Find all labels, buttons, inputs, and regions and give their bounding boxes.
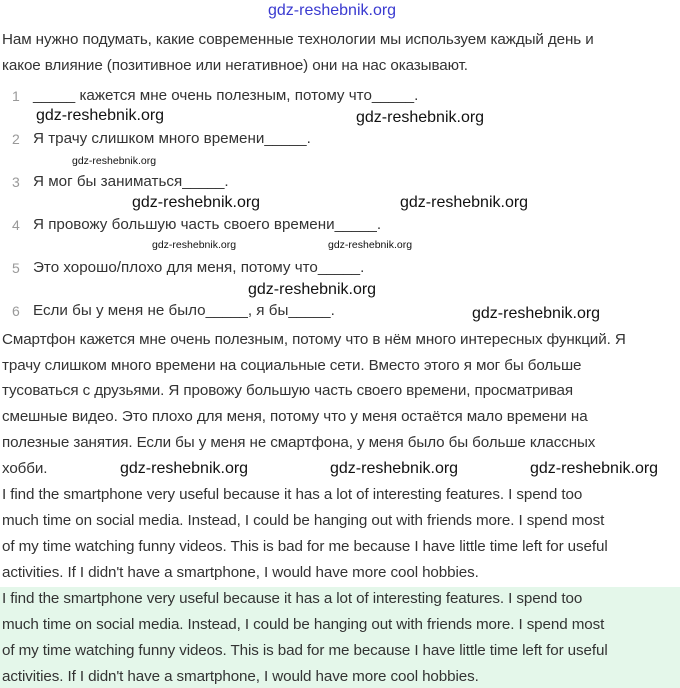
item-text: Я мог бы заниматься_____. [33,173,229,190]
item-text: _____ кажется мне очень полезным, потому что_____. [33,87,419,104]
watermark: gdz-reshebnik.org [356,109,485,126]
item-number: 6 [12,303,20,319]
item-number: 2 [12,131,20,147]
item-text: Я трачу слишком много времени_____. [33,130,311,147]
answer-line: of my time watching funny videos. This is bad for me because I have little time left for useful [2,538,608,555]
answer-line: смешные видео. Это плохо для меня, потому что у меня остаётся мало времени на [2,408,588,425]
item-text: Если бы у меня не было_____, я бы_____. [33,302,335,319]
item-number: 3 [12,174,20,190]
item-number: 4 [12,217,20,233]
answer-line: полезные занятия. Если бы у меня не смартфона, у меня было бы больше классных [2,434,596,451]
item-text: Это хорошо/плохо для меня, потому что_____. [33,259,365,276]
watermark: gdz-reshebnik.org [72,155,157,167]
watermark: gdz-reshebnik.org [152,239,237,251]
answer-line: трачу слишком много времени на социальные сети. Вместо этого я мог бы больше [2,357,582,374]
answer-line: тусоваться с друзьями. Я провожу большую часть своего времени, просматривая [2,382,573,399]
answer-line: activities. If I didn't have a smartphone, I would have more cool hobbies. [2,668,479,685]
answer-line: хобби. [2,460,48,477]
watermark: gdz-reshebnik.org [120,460,249,477]
watermark: gdz-reshebnik.org [328,239,413,251]
answer-line: much time on social media. Instead, I could be hanging out with friends more. I spend most [2,616,605,633]
answer-line: much time on social media. Instead, I could be hanging out with friends more. I spend most [2,512,605,529]
intro-line: Нам нужно подумать, какие современные технологии мы используем каждый день и [2,31,594,48]
item-text: Я провожу большую часть своего времени_____. [33,216,382,233]
watermark: gdz-reshebnik.org [36,107,165,124]
answer-line: I find the smartphone very useful because it has a lot of interesting features. I spend too [2,486,583,503]
watermark: gdz-reshebnik.org [472,305,601,322]
answer-line: I find the smartphone very useful because it has a lot of interesting features. I spend too [2,590,583,607]
answer-line: activities. If I didn't have a smartphone, I would have more cool hobbies. [2,564,479,581]
answer-line: of my time watching funny videos. This is bad for me because I have little time left for useful [2,642,608,659]
item-number: 5 [12,260,20,276]
watermark: gdz-reshebnik.org [132,194,261,211]
watermark: gdz-reshebnik.org [330,460,459,477]
watermark: gdz-reshebnik.org [530,460,659,477]
answer-line: Смартфон кажется мне очень полезным, потому что в нём много интересных функций. Я [2,331,626,348]
item-number: 1 [12,88,20,104]
intro-line: какое влияние (позитивное или негативное) они на нас оказывают. [2,57,468,74]
watermark-top: gdz-reshebnik.org [268,2,397,19]
watermark: gdz-reshebnik.org [248,281,377,298]
watermark: gdz-reshebnik.org [400,194,529,211]
